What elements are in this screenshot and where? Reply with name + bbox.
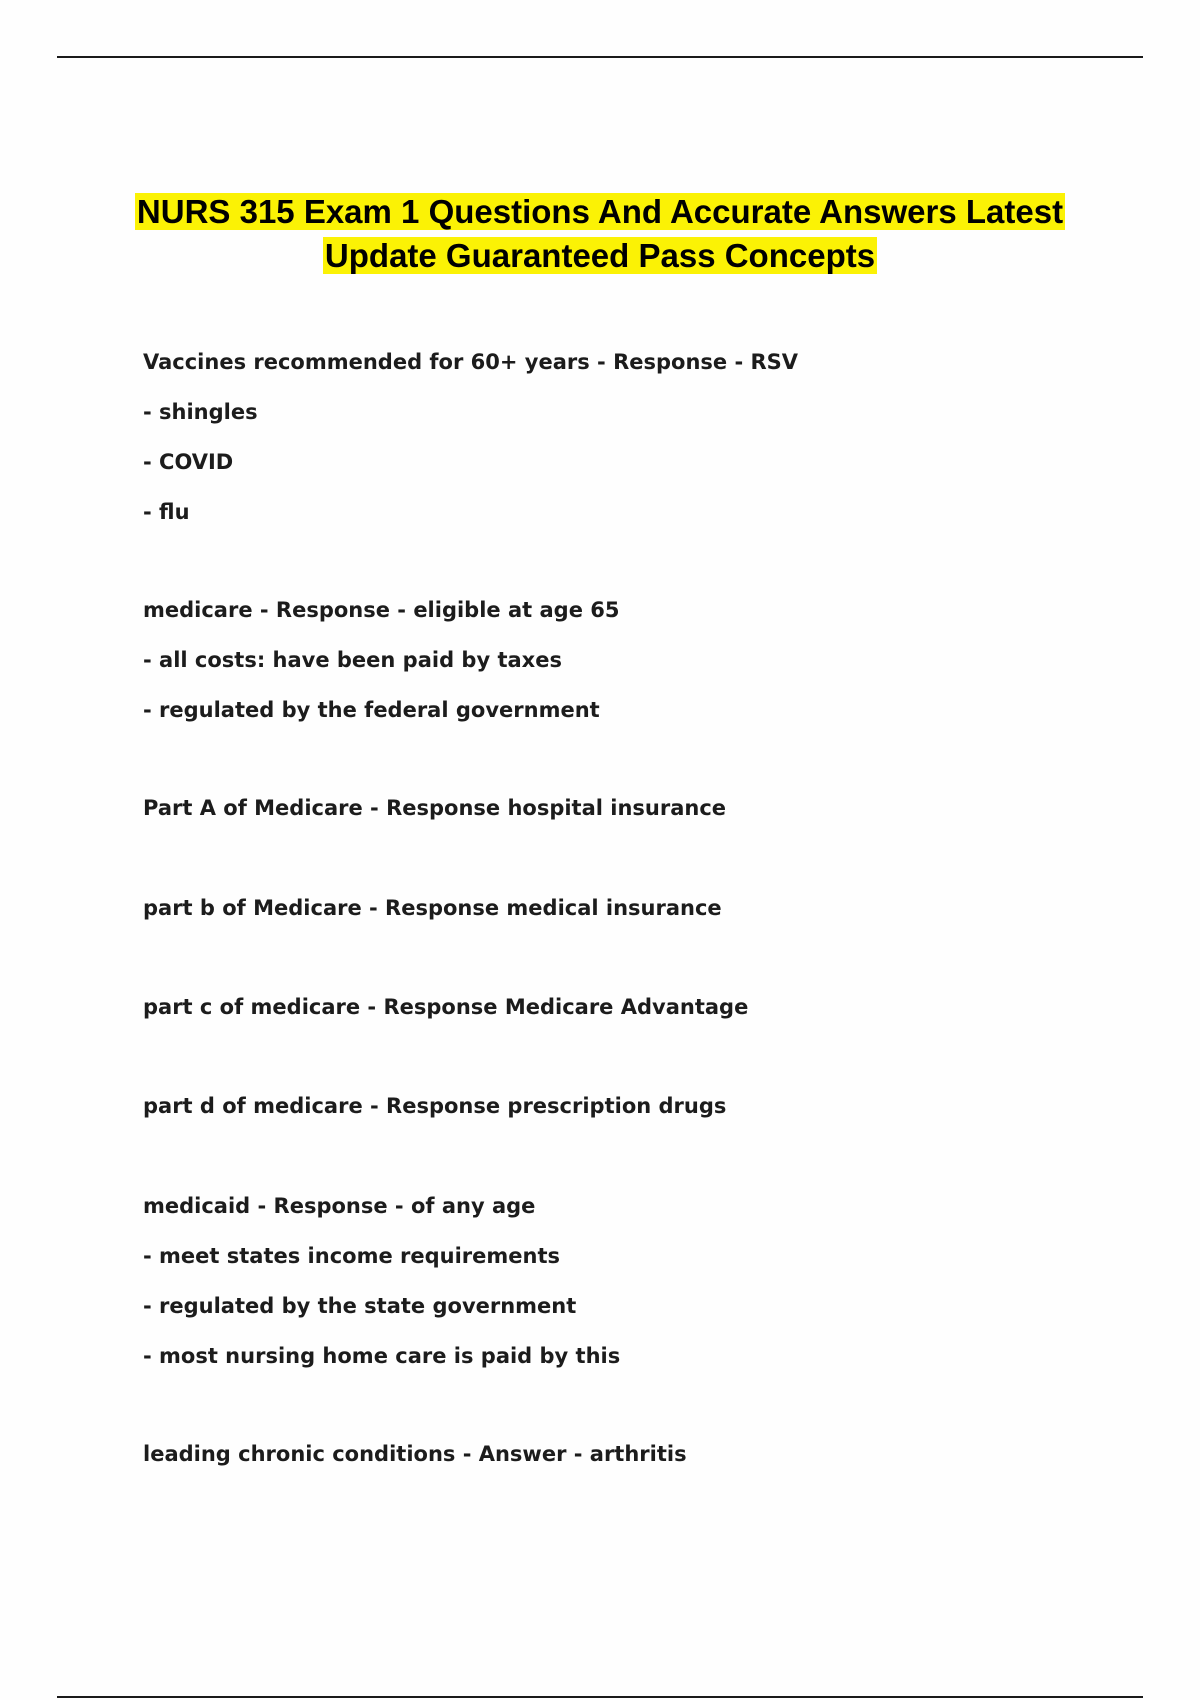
- qa-line: leading chronic conditions - Answer - arthritis: [143, 1442, 687, 1466]
- qa-line: medicaid - Response - of any age: [143, 1194, 536, 1218]
- qa-item-part-d: [143, 1089, 1103, 1139]
- qa-item-part-c: [143, 990, 1103, 1040]
- qa-line: - all costs: have been paid by taxes: [143, 648, 562, 672]
- qa-line: part b of Medicare - Response medical insurance: [143, 896, 722, 920]
- qa-line: - COVID: [143, 450, 234, 474]
- title-line-2: Update Guaranteed Pass Concepts: [324, 237, 876, 274]
- qa-item-medicaid: [143, 1189, 1103, 1389]
- qa-item-medicare: [143, 593, 1103, 743]
- qa-item-chronic-conditions: [143, 1437, 1103, 1487]
- qa-line: - meet states income requirements: [143, 1244, 560, 1268]
- qa-line: medicare - Response - eligible at age 65: [143, 598, 620, 622]
- document-title: [100, 190, 1100, 278]
- qa-line: part d of medicare - Response prescription drugs: [143, 1094, 727, 1118]
- qa-item-part-a: [143, 791, 1103, 841]
- qa-line: Part A of Medicare - Response hospital insurance: [143, 796, 727, 820]
- header-rule: [57, 56, 1143, 58]
- qa-line: - flu: [143, 500, 190, 524]
- qa-item-part-b: [143, 891, 1103, 941]
- qa-line: - regulated by the federal government: [143, 698, 600, 722]
- title-line-1: NURS 315 Exam 1 Questions And Accurate Answers Latest: [136, 193, 1064, 230]
- qa-line: Vaccines recommended for 60+ years - Response - RSV: [143, 350, 799, 374]
- qa-line: - most nursing home care is paid by this: [143, 1344, 621, 1368]
- footer-rule: [57, 1696, 1143, 1698]
- qa-line: part c of medicare - Response Medicare Advantage: [143, 995, 749, 1019]
- qa-item-vaccines: [143, 345, 1103, 545]
- qa-line: - regulated by the state government: [143, 1294, 577, 1318]
- qa-line: - shingles: [143, 400, 258, 424]
